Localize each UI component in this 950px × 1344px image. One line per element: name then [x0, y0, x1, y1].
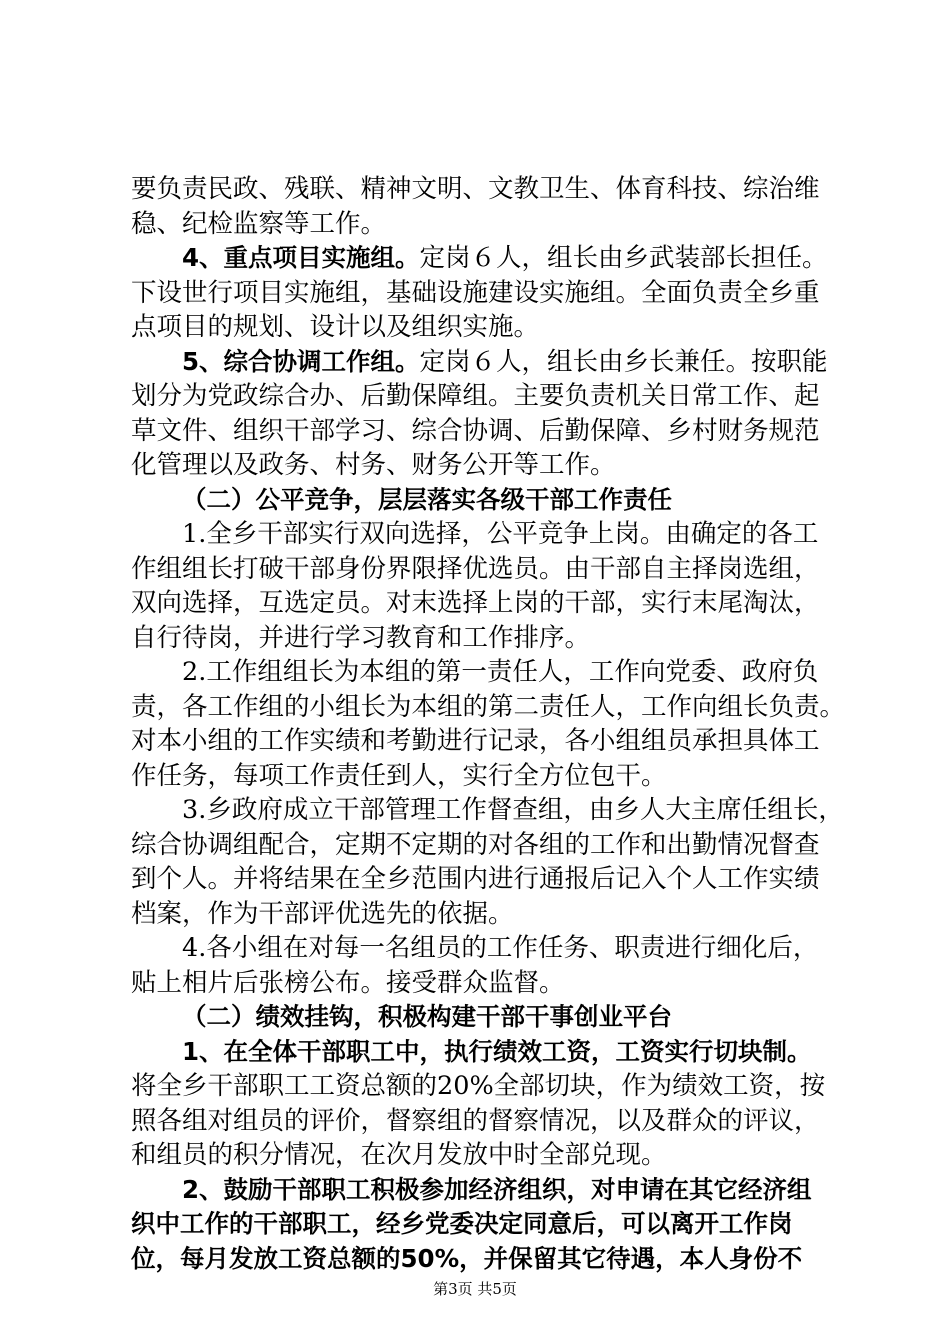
text-line: [131, 345, 836, 380]
text-line: 稳、纪检监察等工作。: [131, 208, 387, 239]
text-line: 下设世行项目实施组，基础设施建设实施组。全面负责全乡重: [131, 277, 820, 308]
text-line: 化管理以及政务、村务、财务公开等工作。: [131, 450, 616, 480]
text-line: 2、鼓励干部职工积极参加经济组织，对申请在其它经济组: [182, 1174, 812, 1204]
paragraph: [131, 517, 836, 655]
bold-lead: 4、重点项目实施组。: [182, 243, 420, 272]
paragraph: [131, 1173, 836, 1277]
paragraph: [131, 172, 836, 241]
text-line: 位，每月发放工资总额的50%，并保留其它待遇，本人身份不: [131, 1243, 803, 1273]
text-line: 档案，作为干部评优选先的依据。: [131, 898, 514, 929]
text-line: 织中工作的干部职工，经乡党委决定同意后，可以离开工作岗: [131, 1209, 793, 1238]
bold-lead: 5、综合协调工作组。: [182, 346, 420, 376]
text-line: 双向选择，互选定员。对末选择上岗的干部，实行末尾淘汰，: [131, 588, 820, 618]
text-line: 作任务，每项工作责任到人，实行全方位包干。: [131, 760, 667, 791]
bold-lead: 1、在全体干部职工中，执行绩效工资，工资实行切块制。: [182, 1036, 812, 1066]
text-line: 对本小组的工作实绩和考勤进行记录，各小组组员承担具体工: [131, 726, 820, 756]
text-line: [131, 1035, 836, 1070]
line-rest: 定岗６人，组长由乡武装部长担任。: [419, 243, 828, 273]
text-line: 自行待岗，并进行学习教育和工作排序。: [131, 622, 591, 653]
text-line: [131, 241, 836, 276]
section-heading: [131, 1000, 836, 1035]
text-line: 点项目的规划、设计以及组织实施。: [131, 312, 540, 342]
paragraph: [131, 241, 836, 345]
text-line: 综合协调组配合，定期不定期的对各组的工作和出勤情况督查: [131, 829, 820, 860]
paragraph: [131, 793, 844, 931]
document-body: [131, 172, 846, 1276]
text-line: 4.各小组在对每一名组员的工作任务、职责进行细化后，: [182, 933, 819, 963]
paragraph: [131, 655, 846, 793]
page-footer: 第3页 共5页: [433, 1280, 517, 1298]
text-line: 到个人。并将结果在全乡范围内进行通报后记入个人工作实绩: [131, 864, 820, 894]
text-line: 3.乡政府成立干部管理工作督查组，由乡人大主席任组长，: [182, 795, 844, 825]
text-line: 和组员的积分情况，在次月发放中时全部兑现。: [131, 1140, 667, 1170]
text-line: （二）绩效挂钩，积极构建干部干事创业平台: [182, 1002, 672, 1031]
text-line: 责，各工作组的小组长为本组的第二责任人，工作向组长负责。: [131, 691, 846, 722]
text-line: 作组组长打破干部身份界限择优选员。由干部自主择岗选组，: [131, 553, 820, 584]
text-line: 2.工作组组长为本组的第一责任人，工作向党委、政府负: [182, 657, 819, 687]
text-line: 照各组对组员的评价，督察组的督察情况，以及群众的评议，: [131, 1105, 820, 1136]
line-rest: 定岗６人，组长由乡长兼任。按职能: [419, 346, 828, 377]
text-line: 贴上相片后张榜公布。接受群众监督。: [131, 967, 565, 998]
paragraph: [131, 1035, 836, 1173]
text-line: 要负责民政、残联、精神文明、文教卫生、体育科技、综治维: [131, 174, 820, 204]
text-line: 草文件、组织干部学习、综合协调、后勤保障、乡村财务规范: [131, 415, 820, 446]
paragraph: [131, 931, 836, 1000]
text-line: 将全乡干部职工工资总额的20%全部切块，作为绩效工资，按: [131, 1071, 826, 1101]
paragraph: [131, 345, 836, 483]
text-line: 划分为党政综合办、后勤保障组。主要负责机关日常工作、起: [131, 381, 820, 411]
text-line: （二）公平竞争，层层落实各级干部工作责任: [182, 484, 672, 514]
section-heading: [131, 483, 836, 518]
text-line: 1.全乡干部实行双向选择，公平竞争上岗。由确定的各工: [182, 519, 819, 549]
